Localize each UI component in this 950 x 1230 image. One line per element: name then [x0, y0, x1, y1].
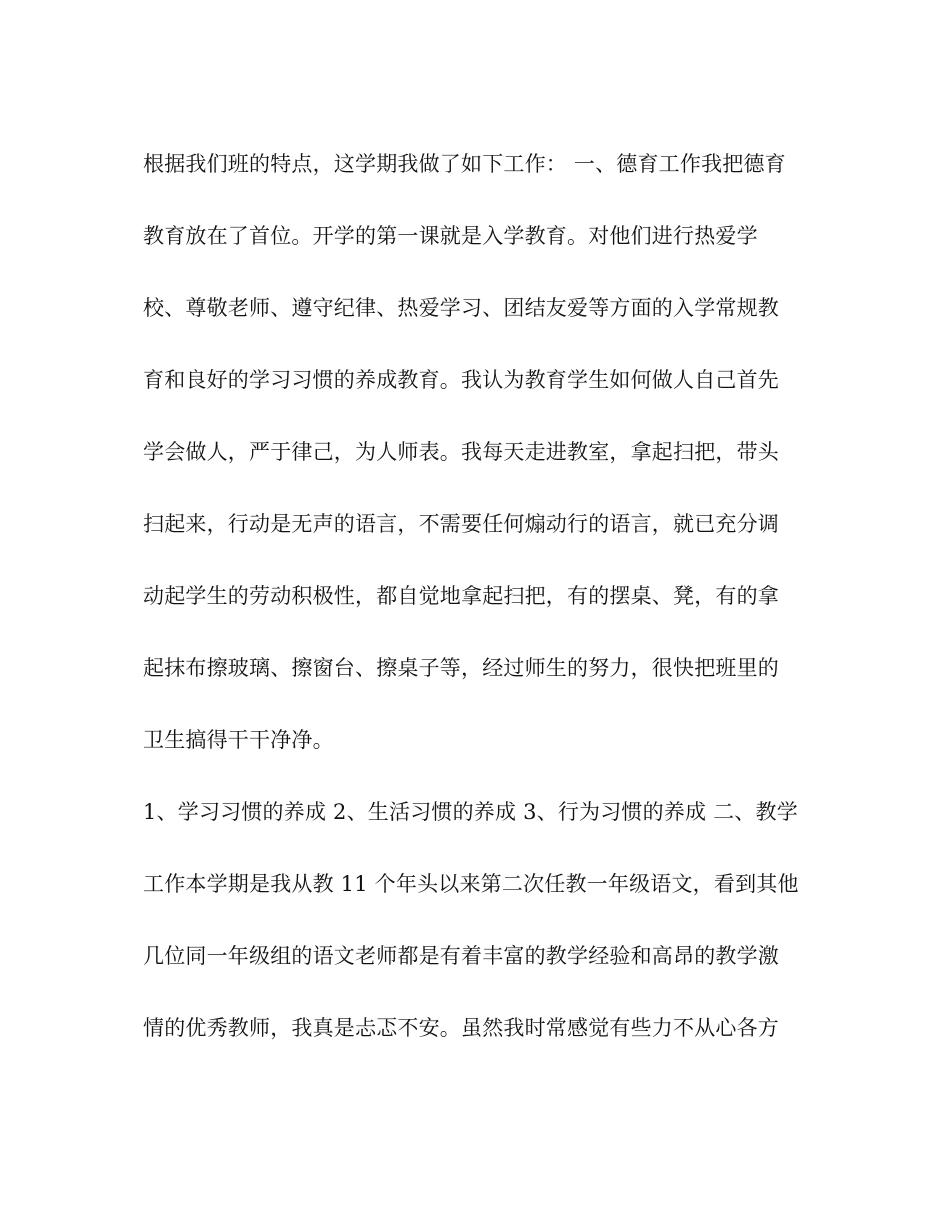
- text-line: 工作本学期是我从教 11 个年头以来第二次任教一年级语文，看到其他: [143, 872, 799, 896]
- text-line: 学会做人，严于律己，为人师表。我每天走进教室，拿起扫把，带头: [143, 440, 779, 464]
- text-line: 几位同一年级组的语文老师都是有着丰富的教学经验和高昂的教学激: [143, 944, 779, 968]
- text-line: 根据我们班的特点，这学期我做了如下工作： 一、德育工作我把德育: [143, 152, 786, 176]
- paragraph-2: [143, 776, 815, 1064]
- text-line: 起抹布擦玻璃、擦窗台、擦桌子等，经过师生的努力，很快把班里的: [143, 656, 779, 680]
- text-line: 育和良好的学习习惯的养成教育。我认为教育学生如何做人自己首先: [143, 368, 779, 392]
- text-line: 1、学习习惯的养成 2、生活习惯的养成 3、行为习惯的养成 二、教学: [143, 800, 798, 824]
- paragraph-1: [143, 128, 815, 776]
- text-line: 校、尊敬老师、遵守纪律、热爱学习、团结友爱等方面的入学常规教: [143, 296, 779, 320]
- text-line: 扫起来，行动是无声的语言，不需要任何煽动行的语言，就已充分调: [143, 512, 779, 536]
- text-line: 动起学生的劳动积极性，都自觉地拿起扫把，有的摆桌、凳，有的拿: [143, 584, 779, 608]
- document-body: [143, 128, 815, 1064]
- text-line: 卫生搞得干干净净。: [143, 728, 334, 752]
- text-line: 教育放在了首位。开学的第一课就是入学教育。对他们进行热爱学: [143, 224, 758, 248]
- text-line: 情的优秀教师，我真是忐忑不安。虽然我时常感觉有些力不从心各方: [143, 1016, 779, 1040]
